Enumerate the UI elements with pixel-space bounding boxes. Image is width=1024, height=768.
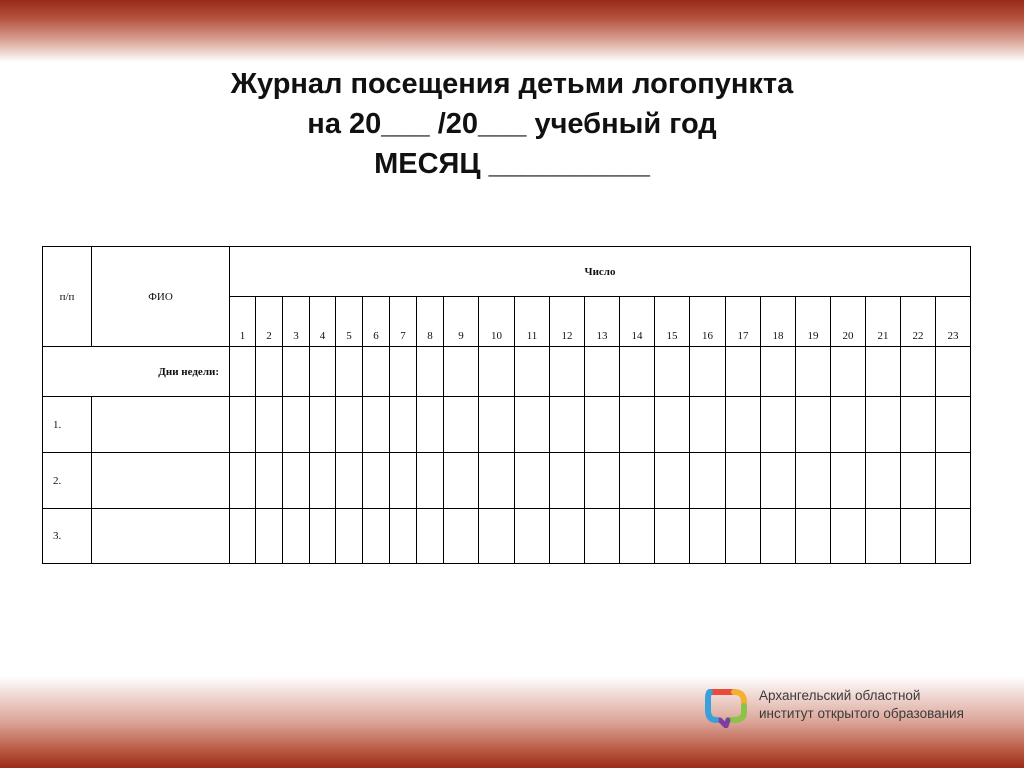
title-line-1: Журнал посещения детьми логопункта	[230, 68, 794, 100]
attendance-cell[interactable]	[230, 397, 256, 453]
weekday-cell[interactable]	[901, 347, 936, 397]
attendance-cell[interactable]	[444, 397, 479, 453]
table-row	[43, 397, 971, 453]
attendance-cell[interactable]	[796, 397, 831, 453]
weekday-cell[interactable]	[363, 347, 390, 397]
attendance-cell[interactable]	[796, 453, 831, 509]
title-line-3: МЕСЯЦ __________	[374, 148, 650, 180]
logo-text-line-2: институт открытого образования	[759, 706, 964, 721]
attendance-cell[interactable]	[283, 509, 310, 564]
day-number-cell: 13	[585, 297, 620, 347]
attendance-cell[interactable]	[417, 453, 444, 509]
attendance-cell[interactable]	[690, 397, 726, 453]
weekday-cell[interactable]	[256, 347, 283, 397]
weekday-cell[interactable]	[283, 347, 310, 397]
day-number-cell: 2	[256, 297, 283, 347]
attendance-cell[interactable]	[479, 397, 515, 453]
attendance-cell[interactable]	[336, 509, 363, 564]
day-number-cell: 10	[479, 297, 515, 347]
attendance-cell[interactable]	[655, 397, 690, 453]
attendance-cell[interactable]	[256, 397, 283, 453]
attendance-cell[interactable]	[515, 397, 550, 453]
day-number-cell: 3	[283, 297, 310, 347]
day-number-cell: 23	[936, 297, 971, 347]
attendance-cell[interactable]	[310, 509, 336, 564]
attendance-cell[interactable]	[761, 397, 796, 453]
day-number-cell: 22	[901, 297, 936, 347]
day-number-cell: 6	[363, 297, 390, 347]
attendance-cell[interactable]	[690, 509, 726, 564]
weekdays-label: Дни недели:	[43, 347, 230, 397]
fio-cell[interactable]	[92, 453, 230, 509]
weekday-cell[interactable]	[479, 347, 515, 397]
weekday-cell[interactable]	[726, 347, 761, 397]
top-gradient-band	[0, 0, 1024, 62]
day-number-cell: 16	[690, 297, 726, 347]
weekday-cell[interactable]	[230, 347, 256, 397]
weekday-cell[interactable]	[655, 347, 690, 397]
attendance-cell[interactable]	[283, 397, 310, 453]
attendance-cell[interactable]	[620, 397, 655, 453]
attendance-cell[interactable]	[550, 453, 585, 509]
attendance-cell[interactable]	[363, 397, 390, 453]
weekday-cell[interactable]	[936, 347, 971, 397]
attendance-cell[interactable]	[417, 509, 444, 564]
attendance-cell[interactable]	[936, 509, 971, 564]
attendance-cell[interactable]	[444, 453, 479, 509]
day-number-cell: 5	[336, 297, 363, 347]
attendance-cell[interactable]	[620, 453, 655, 509]
weekday-cell[interactable]	[336, 347, 363, 397]
attendance-cell[interactable]	[310, 397, 336, 453]
attendance-cell[interactable]	[901, 509, 936, 564]
weekday-cell[interactable]	[585, 347, 620, 397]
day-number-cell: 15	[655, 297, 690, 347]
day-number-cell: 9	[444, 297, 479, 347]
weekday-cell[interactable]	[831, 347, 866, 397]
attendance-cell[interactable]	[256, 509, 283, 564]
day-number-cell: 4	[310, 297, 336, 347]
attendance-cell[interactable]	[550, 509, 585, 564]
attendance-cell[interactable]	[283, 453, 310, 509]
attendance-cell[interactable]	[796, 509, 831, 564]
weekday-cell[interactable]	[310, 347, 336, 397]
row-number: 3.	[43, 509, 92, 564]
attendance-cell[interactable]	[901, 397, 936, 453]
attendance-cell[interactable]	[866, 509, 901, 564]
header-pp: п/п	[43, 247, 92, 347]
row-number: 2.	[43, 453, 92, 509]
day-number-cell: 7	[390, 297, 417, 347]
attendance-cell[interactable]	[550, 397, 585, 453]
day-number-cell: 1	[230, 297, 256, 347]
weekday-cell[interactable]	[515, 347, 550, 397]
row-number: 1.	[43, 397, 92, 453]
day-number-cell: 12	[550, 297, 585, 347]
attendance-cell[interactable]	[936, 397, 971, 453]
attendance-cell[interactable]	[230, 453, 256, 509]
attendance-cell[interactable]	[831, 397, 866, 453]
weekday-cell[interactable]	[390, 347, 417, 397]
logo-text-line-1: Архангельский областной	[759, 688, 921, 703]
attendance-cell[interactable]	[761, 453, 796, 509]
day-number-cell: 20	[831, 297, 866, 347]
day-number-cell: 17	[726, 297, 761, 347]
table-row	[43, 509, 971, 564]
header-number: Число	[230, 247, 971, 297]
attendance-cell[interactable]	[936, 453, 971, 509]
attendance-cell[interactable]	[690, 453, 726, 509]
weekday-cell[interactable]	[761, 347, 796, 397]
attendance-cell[interactable]	[515, 509, 550, 564]
attendance-cell[interactable]	[726, 397, 761, 453]
weekday-cell[interactable]	[620, 347, 655, 397]
weekday-cell[interactable]	[550, 347, 585, 397]
title-line-2: на 20___ /20___ учебный год	[307, 108, 717, 140]
attendance-cell[interactable]	[479, 509, 515, 564]
day-number-cell: 8	[417, 297, 444, 347]
weekday-cell[interactable]	[796, 347, 831, 397]
attendance-cell[interactable]	[831, 453, 866, 509]
day-number-cell: 18	[761, 297, 796, 347]
attendance-cell[interactable]	[336, 453, 363, 509]
attendance-cell[interactable]	[761, 509, 796, 564]
attendance-cell[interactable]	[310, 453, 336, 509]
weekday-cell[interactable]	[444, 347, 479, 397]
attendance-cell[interactable]	[390, 453, 417, 509]
day-number-cell: 11	[515, 297, 550, 347]
attendance-cell[interactable]	[390, 509, 417, 564]
attendance-cell[interactable]	[479, 453, 515, 509]
attendance-cell[interactable]	[585, 397, 620, 453]
weekday-cell[interactable]	[866, 347, 901, 397]
attendance-cell[interactable]	[417, 397, 444, 453]
attendance-cell[interactable]	[444, 509, 479, 564]
speech-bubble-logo-icon	[704, 688, 748, 728]
attendance-cell[interactable]	[585, 509, 620, 564]
table-row	[43, 453, 971, 509]
weekday-cell[interactable]	[417, 347, 444, 397]
attendance-cell[interactable]	[256, 453, 283, 509]
attendance-cell[interactable]	[866, 397, 901, 453]
attendance-cell[interactable]	[655, 453, 690, 509]
attendance-cell[interactable]	[336, 397, 363, 453]
attendance-cell[interactable]	[866, 453, 901, 509]
fio-cell[interactable]	[92, 397, 230, 453]
attendance-cell[interactable]	[515, 453, 550, 509]
attendance-table	[42, 246, 971, 564]
attendance-cell[interactable]	[363, 509, 390, 564]
day-number-cell: 19	[796, 297, 831, 347]
attendance-cell[interactable]	[726, 509, 761, 564]
page-title	[0, 64, 1024, 184]
attendance-cell[interactable]	[901, 453, 936, 509]
attendance-cell[interactable]	[585, 453, 620, 509]
weekday-cell[interactable]	[690, 347, 726, 397]
attendance-cell[interactable]	[655, 509, 690, 564]
institute-logo	[704, 686, 1004, 730]
attendance-cell[interactable]	[390, 397, 417, 453]
attendance-cell[interactable]	[726, 453, 761, 509]
fio-cell[interactable]	[92, 509, 230, 564]
attendance-cell[interactable]	[831, 509, 866, 564]
attendance-cell[interactable]	[230, 509, 256, 564]
day-number-cell: 21	[866, 297, 901, 347]
attendance-cell[interactable]	[620, 509, 655, 564]
day-number-cell: 14	[620, 297, 655, 347]
header-fio: ФИО	[92, 247, 230, 347]
attendance-cell[interactable]	[363, 453, 390, 509]
